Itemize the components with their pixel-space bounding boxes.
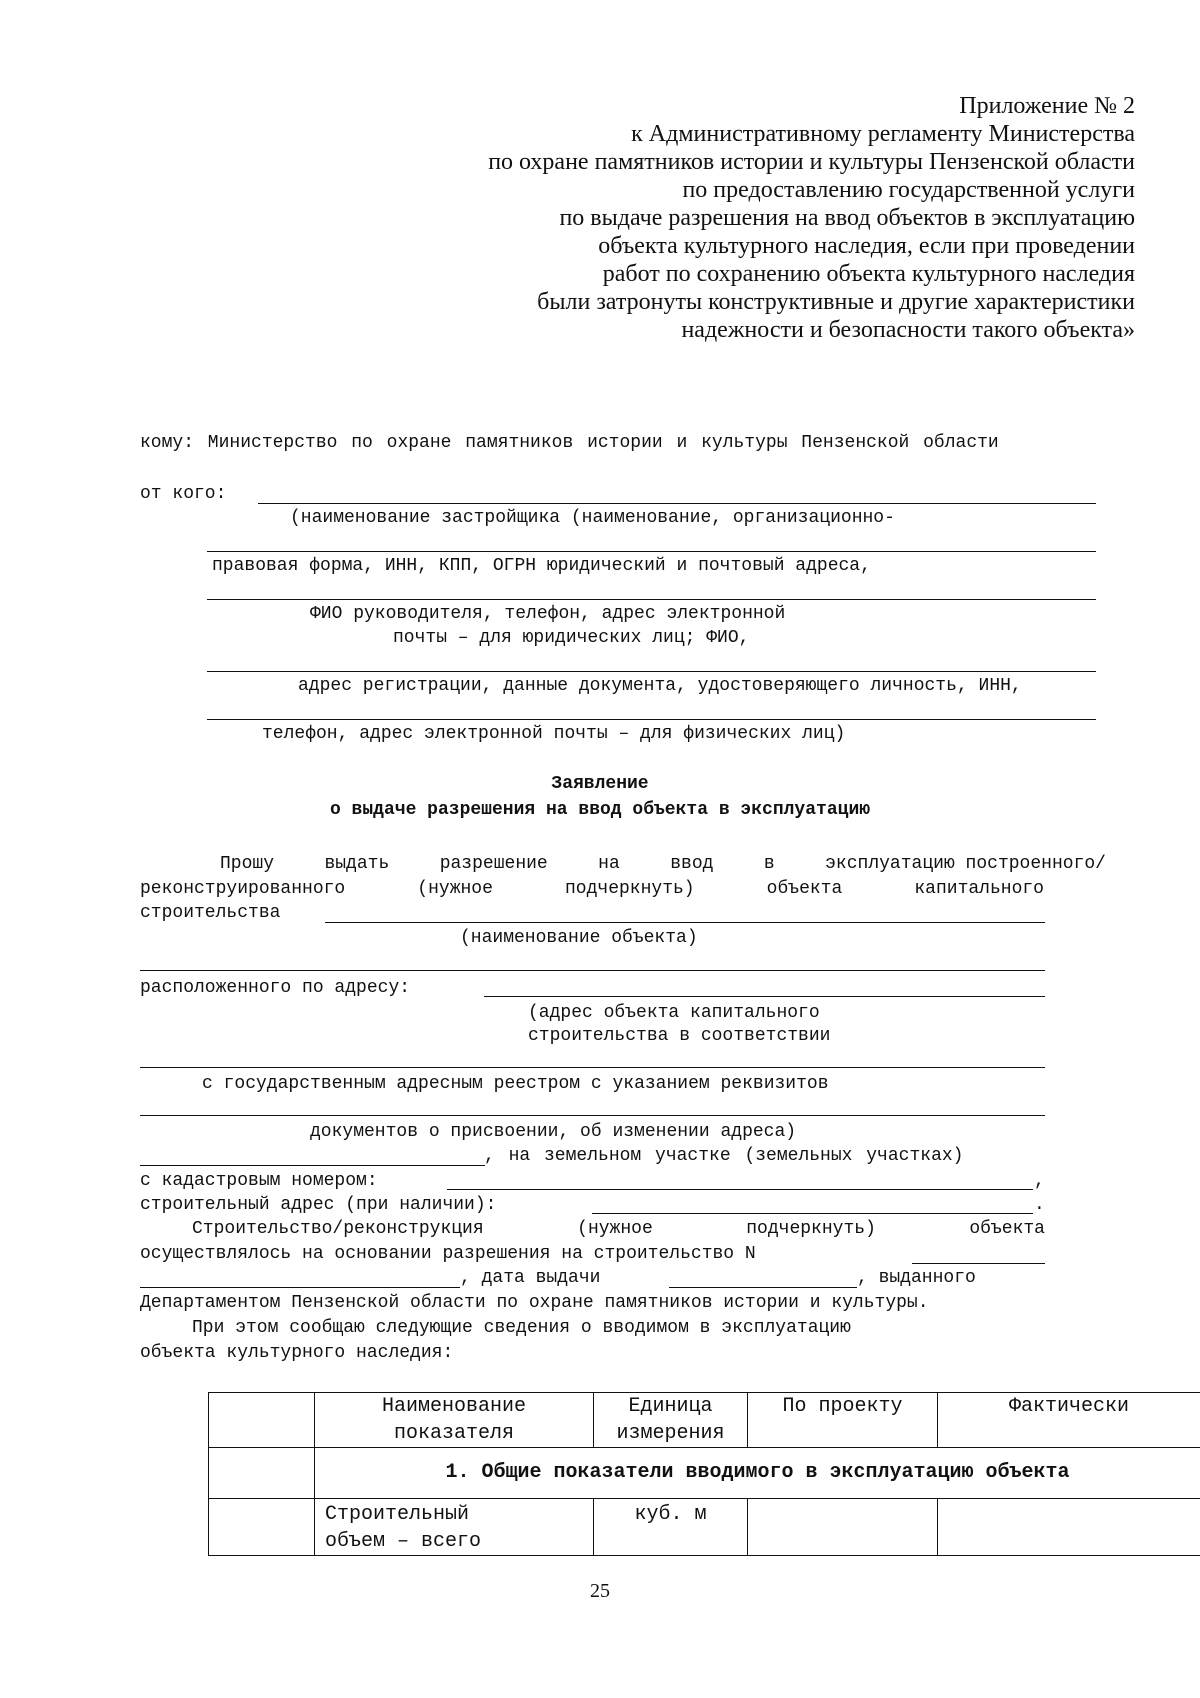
from-field-line-3[interactable] (207, 599, 1096, 600)
table-header-row (209, 1393, 1200, 1448)
issue-date-label: , дата выдачи (460, 1268, 601, 1288)
building-address-field[interactable] (592, 1213, 1033, 1214)
also-line-1: При этом сообщаю следующие сведения о вводимом в эксплуатацию (192, 1318, 851, 1338)
header-actual: Фактически (938, 1393, 1200, 1448)
from-hint: адрес регистрации, данные документа, удостоверяющего личность, ИНН, (298, 676, 1022, 696)
located-label: расположенного по адресу: (140, 978, 411, 998)
request-line-3: строительства (140, 903, 281, 923)
header-name (315, 1393, 594, 1448)
from-label: от кого: (140, 484, 227, 504)
row-project-value[interactable] (748, 1499, 938, 1556)
from-hint: правовая форма, ИНН, КПП, ОГРН юридический и почтовый адреса, (212, 556, 871, 576)
request-word: в (763, 854, 775, 874)
request-word: эксплуатацию построенного/ (825, 854, 1106, 874)
header-unit-line: Единица (628, 1395, 713, 1418)
table-cell (209, 1448, 315, 1499)
section-row (209, 1448, 1200, 1499)
address-field-4[interactable] (140, 1165, 485, 1166)
request-word: подчеркнуть) (564, 879, 695, 899)
from-hint: почты – для юридических лиц; ФИО, (393, 628, 750, 648)
permit-number-field-2[interactable] (140, 1287, 460, 1288)
construction-line-2: осуществлялось на основании разрешения на строительство N (140, 1244, 756, 1264)
appendix-header (488, 92, 1135, 344)
issued-by-label: , выданного (857, 1268, 976, 1288)
row-name (315, 1499, 594, 1556)
table-cell (209, 1393, 315, 1448)
land-plot-text: , на земельном участке (земельных участках) (484, 1146, 964, 1166)
appendix-line: по охране памятников истории и культуры Пензенской области (488, 149, 1135, 175)
issue-date-field[interactable] (669, 1287, 857, 1288)
from-field-line-2[interactable] (207, 551, 1096, 552)
cadastral-comma: , (1034, 1171, 1045, 1191)
from-hint: телефон, адрес электронной почты – для физических лиц) (262, 724, 846, 744)
request-word: Прошу (220, 854, 275, 874)
appendix-line: были затронуты конструктивные и другие характеристики (537, 289, 1135, 315)
row-name-line: Строительный (325, 1503, 470, 1526)
header-name-line: Наименование (381, 1395, 527, 1418)
from-field-line-5[interactable] (207, 719, 1096, 720)
construction-word: объекта (969, 1219, 1045, 1239)
cadastral-field[interactable] (447, 1189, 1033, 1190)
appendix-line: объекта культурного наследия, если при проведении (598, 233, 1135, 259)
request-word: разрешение (439, 854, 548, 874)
appendix-line: по выдаче разрешения на ввод объектов в эксплуатацию (559, 205, 1135, 231)
appendix-line: по предоставлению государственной услуги (682, 177, 1135, 203)
header-unit (594, 1393, 748, 1448)
request-word: (нужное (417, 879, 493, 899)
request-word: объекта (766, 879, 843, 899)
row-name-line: объем – всего (325, 1530, 482, 1553)
indicators-table (208, 1392, 1200, 1556)
from-hint: ФИО руководителя, телефон, адрес электронной (310, 604, 786, 624)
building-address-label: строительный адрес (при наличии): (140, 1195, 497, 1215)
request-word: на (598, 854, 620, 874)
section-title: 1. Общие показатели вводимого в эксплуатацию объекта (315, 1448, 1200, 1499)
object-name-hint: (наименование объекта) (460, 928, 698, 948)
header-project: По проекту (748, 1393, 938, 1448)
registry-hint: с государственным адресным реестром с указанием реквизитов (202, 1074, 829, 1094)
cadastral-label: с кадастровым номером: (140, 1171, 378, 1191)
address-hint: строительства в соответствии (528, 1026, 831, 1046)
request-line-2 (140, 879, 1044, 899)
from-hint: (наименование застройщика (наименование, организационно- (290, 508, 895, 528)
permit-number-field[interactable] (912, 1263, 1045, 1264)
appendix-line: надежности и безопасности такого объекта» (681, 317, 1135, 343)
table-cell (209, 1499, 315, 1556)
department-line: Департаментом Пензенской области по охране памятников истории и культуры. (140, 1293, 929, 1313)
document-title: Заявление (551, 774, 649, 794)
addressee-to: кому: Министерство по охране памятников истории и культуры Пензенской области (140, 433, 999, 453)
also-line-2: объекта культурного наследия: (140, 1343, 454, 1363)
request-word: выдать (324, 854, 390, 874)
header-name-line: показателя (393, 1422, 515, 1445)
row-actual-value[interactable] (938, 1499, 1200, 1556)
page-number: 25 (590, 1580, 610, 1602)
object-name-field[interactable] (325, 922, 1045, 923)
request-word: капитального (914, 879, 1044, 899)
construction-word: подчеркнуть) (746, 1219, 876, 1239)
docs-hint: документов о присвоении, об изменении адреса) (310, 1122, 797, 1142)
document-subtitle: о выдаче разрешения на ввод объекта в эксплуатацию (329, 800, 871, 820)
request-word: ввод (670, 854, 714, 874)
table-row (209, 1499, 1200, 1556)
construction-word: (нужное (577, 1219, 653, 1239)
row-unit: куб. м (594, 1499, 748, 1556)
address-hint: (адрес объекта капитального (528, 1003, 820, 1023)
request-word: реконструированного (140, 879, 346, 899)
header-unit-line: измерения (616, 1422, 725, 1445)
construction-line-1 (192, 1219, 1045, 1239)
object-name-field-2[interactable] (140, 970, 1045, 971)
appendix-line: к Административному регламенту Министерства (631, 121, 1135, 147)
address-field-2[interactable] (140, 1067, 1045, 1068)
request-line-1 (140, 854, 1106, 874)
address-field[interactable] (484, 996, 1045, 997)
construction-word: Строительство/реконструкция (192, 1219, 484, 1239)
appendix-line: работ по сохранению объекта культурного наследия (602, 261, 1135, 287)
appendix-line: Приложение № 2 (959, 93, 1135, 119)
from-field-line-1[interactable] (258, 503, 1096, 504)
from-field-line-4[interactable] (207, 671, 1096, 672)
building-address-period: . (1034, 1195, 1045, 1215)
address-field-3[interactable] (140, 1115, 1045, 1116)
